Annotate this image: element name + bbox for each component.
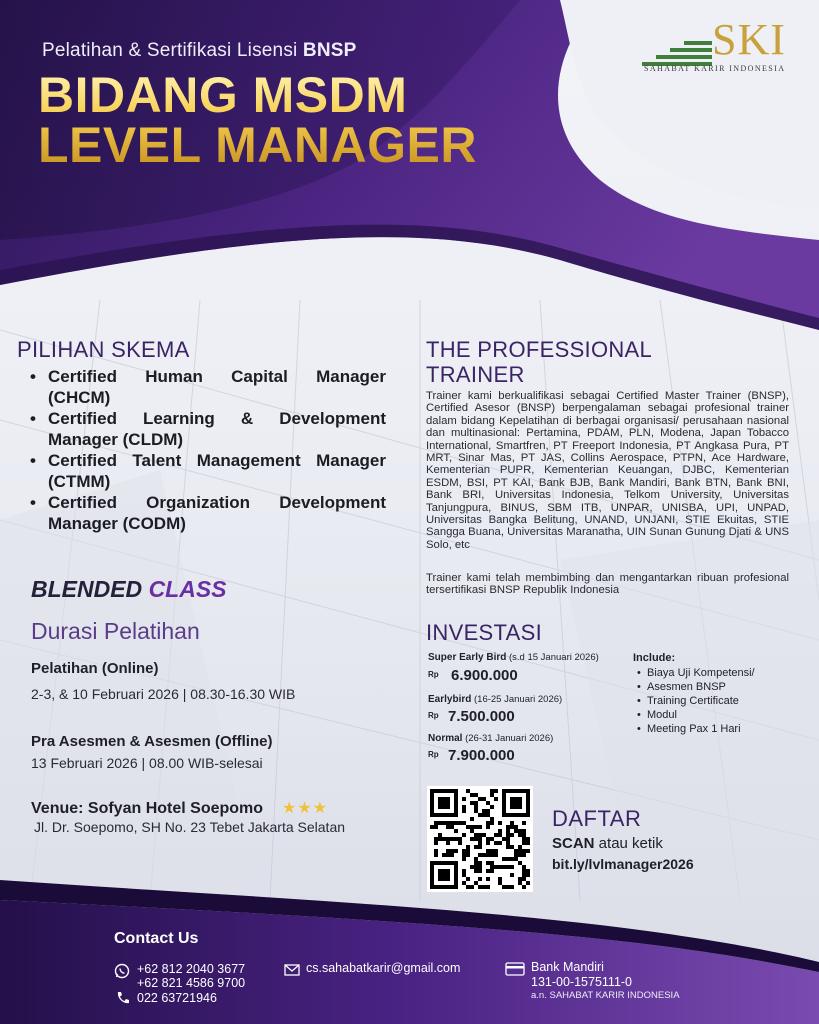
tier-price: 7.500.000 (448, 708, 515, 725)
trainer-title-line2: TRAINER (426, 362, 525, 387)
online-label: Pelatihan (Online) (31, 660, 159, 677)
skema-item-line2: (CTMM) (48, 472, 111, 491)
title-line-1: BIDANG MSDM (38, 67, 408, 123)
currency-label: Rp (428, 670, 439, 679)
trainer-achievement: Trainer kami telah membimbing dan mengantarkan ribuan profesional tersertifikasi BNSP Republik Indonesia (426, 572, 789, 597)
tier-note: (s.d 15 Januari 2026) (506, 652, 599, 663)
venue-name: Venue: Sofyan Hotel Soepomo (31, 800, 264, 817)
tier-note: (26-31 Januari 2026) (462, 733, 554, 744)
ski-logo (642, 14, 807, 80)
tier-price: 6.900.000 (451, 667, 518, 684)
class-word: CLASS (148, 576, 227, 602)
skema-item-line2: (CHCM) (48, 388, 111, 407)
venue-address: Jl. Dr. Soepomo, SH No. 23 Tebet Jakarta Selatan (34, 819, 346, 835)
title-line-2: LEVEL MANAGER (38, 117, 477, 173)
skema-item-line2: Manager (CODM) (48, 514, 186, 533)
page-title (38, 67, 477, 173)
subtitle-bold: BNSP (302, 40, 357, 61)
logo-text: SKI (712, 15, 786, 64)
tier-label (428, 652, 599, 663)
tier-name: Normal (428, 733, 463, 744)
include-item: • Modul (633, 708, 755, 722)
subtitle-text: Pelatihan & Sertifikasi Lisensi (42, 40, 303, 61)
trainer-title (426, 337, 652, 387)
skema-item (30, 408, 386, 450)
qr-code-icon (427, 786, 533, 892)
phone-2[interactable]: +62 821 4586 9700 (137, 976, 246, 990)
logo-subtitle: SAHABAT KARIR INDONESIA (644, 64, 786, 73)
skema-item-line1: • Certified Organization Development (48, 493, 386, 512)
trainer-title-line1: THE PROFESSIONAL (426, 337, 653, 362)
durasi-title: Durasi Pelatihan (31, 618, 200, 644)
offline-label: Pra Asesmen & Asesmen (Offline) (31, 733, 273, 750)
include-item: • Asesmen BNSP (633, 680, 755, 694)
tier-note: (16-25 Januari 2026) (471, 694, 563, 705)
trainer-description: Trainer kami berkualifikasi sebagai Certified Master Trainer (BNSP), Certified Asesor (BNSP) berpengalaman sebagai profesional trainer dalam bidang Kepelatihan di berbagai organisasi/ perusahaan nasional dan multinasional: Pertamina, PDAM, PLN, Modena, Japan Tobacco International, Smartfren, PT Freeport Indonesia, PT Angkasa Pura, PT MRT, Sinar Mas, PT JAS, Collins Aerospace, PTPN, Ace Hardware, Kementerian PUPR, Kementerian Keuangan, DJBC, Kementerian ESDM, BSI, PT KAI, Bank BJB, Bank Mandiri, Bank BTN, Bank BNI, Bank BRI, Universitas Indonesia, Telkom University, Universitas Tanjungpura, BINUS, SBM ITB, UNPAR, UNISBA, UPI, UNPAD, Universitas Bangka Belitung, UNAND, UNJANI, STIE Ekuitas, STIE Sangga Buana, Universitas Maranatha, UIN Sunan Gunung Djati & UNS Solo, etc (426, 390, 789, 551)
tier-label (428, 733, 553, 744)
skema-item-line1: • Certified Talent Management Manager (48, 451, 386, 470)
skema-item-line2: Manager (CLDM) (48, 430, 184, 449)
skema-item-line1: • Certified Human Capital Manager (48, 367, 386, 386)
scan-instruction (552, 835, 663, 852)
phone-3[interactable]: 022 63721946 (137, 991, 217, 1005)
daftar-title: DAFTAR (552, 806, 642, 831)
skema-item (30, 450, 386, 492)
include-title: Include: (633, 652, 676, 664)
include-item: • Training Certificate (633, 694, 755, 708)
skema-item-line1: • Certified Learning & Development (48, 409, 386, 428)
mail-icon (284, 962, 300, 978)
phone-1[interactable]: +62 812 2040 3677 (137, 962, 246, 976)
blended-class-heading (31, 576, 227, 603)
offline-schedule: 13 Februari 2026 | 08.00 WIB-selesai (31, 755, 263, 771)
whatsapp-icon (114, 963, 130, 979)
blended-word: BLENDED (31, 576, 149, 602)
include-box (633, 652, 755, 736)
contact-title: Contact Us (114, 930, 199, 947)
skema-list (30, 366, 386, 534)
contact-email[interactable]: cs.sahabatkarir@gmail.com (306, 961, 461, 975)
scan-bold: SCAN (552, 835, 595, 852)
registration-link[interactable]: bit.ly/lvlmanager2026 (552, 856, 694, 872)
include-list (633, 666, 755, 736)
tier-price: 7.900.000 (448, 747, 515, 764)
bank-holder: a.n. SAHABAT KARIR INDONESIA (531, 990, 680, 1001)
include-item: • Biaya Uji Kompetensi/ (633, 666, 755, 680)
scan-rest: atau ketik (594, 835, 663, 852)
header-subtitle (42, 40, 357, 62)
currency-label: Rp (428, 711, 439, 720)
bank-card-icon (505, 961, 525, 977)
bank-account: 131-00-1575111-0 (531, 975, 633, 989)
bank-name: Bank Mandiri (531, 960, 604, 974)
tier-name: Super Early Bird (428, 652, 507, 663)
tier-name: Earlybird (428, 694, 472, 705)
phone-icon (115, 990, 131, 1006)
skema-title: PILIHAN SKEMA (17, 337, 190, 362)
skema-item (30, 366, 386, 408)
hotel-stars-icon: ★★★ (282, 800, 329, 817)
skema-item (30, 492, 386, 534)
tier-label (428, 694, 562, 705)
registration-qr-code[interactable] (427, 786, 533, 892)
include-item: • Meeting Pax 1 Hari (633, 722, 755, 736)
investasi-title: INVESTASI (426, 620, 542, 645)
online-schedule: 2-3, & 10 Februari 2026 | 08.30-16.30 WIB (31, 686, 296, 702)
currency-label: Rp (428, 750, 439, 759)
